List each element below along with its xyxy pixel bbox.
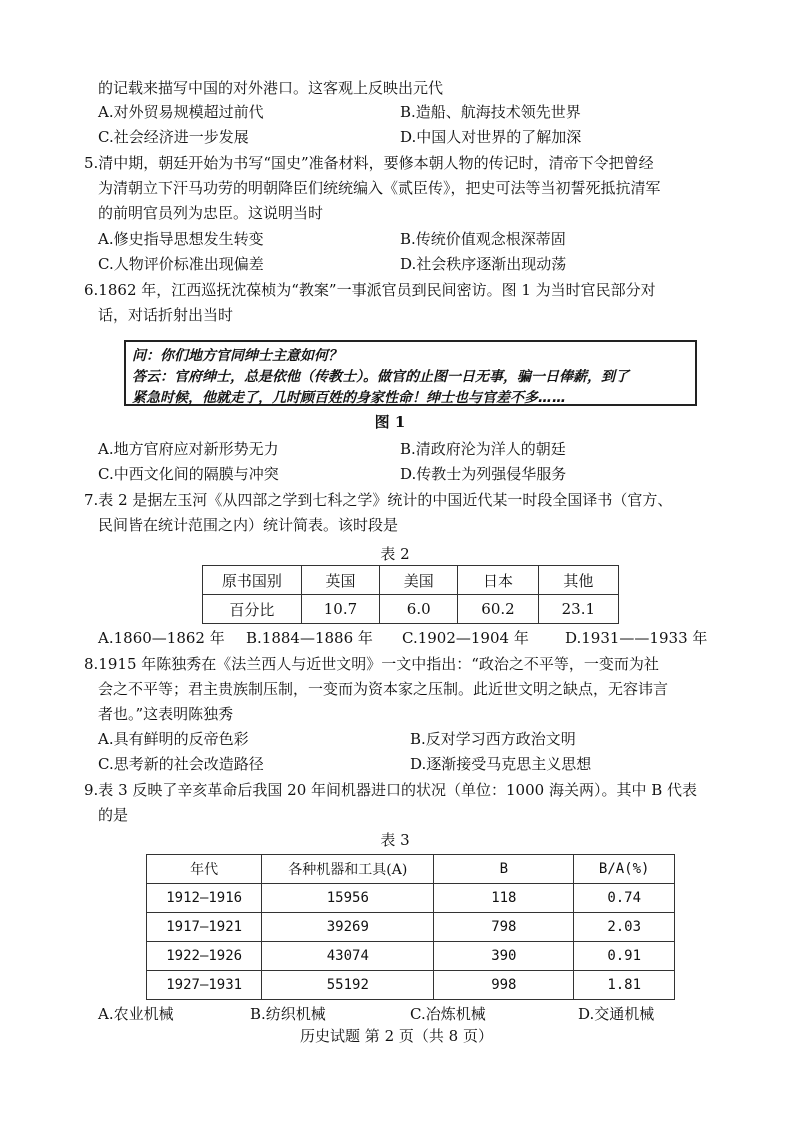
q8-stem-line-1: 8.1915 年陈独秀在《法兰西人与近世文明》一文中指出：“政治之不平等，一变而为社 [84,655,659,673]
table-header-cell: 原书国别 [203,566,302,595]
table-header-row [147,855,675,884]
table3-caption: 表 3 [380,831,410,849]
table-row [147,971,675,1000]
dialogue-figure [124,340,697,406]
table-cell: 10.7 [301,595,379,624]
dialogue-question: 问：你们地方官同绅士主意如何？ [132,348,342,364]
q5-option-c[interactable]: C.人物评价标准出现偏差 [98,255,264,273]
q7-stem-line-1: 7.表 2 是据左玉河《从四部之学到七科之学》统计的中国近代某一时段全国译书（官方、 [84,491,673,509]
table-cell: 1922—1926 [147,942,262,971]
table-row [147,913,675,942]
q6-option-b[interactable]: B.清政府沦为洋人的朝廷 [400,440,566,458]
table-header-cell: 日本 [458,566,538,595]
table-header-cell: 年代 [147,855,262,884]
q9-option-c[interactable]: C.冶炼机械 [410,1005,486,1023]
q5-option-d[interactable]: D.社会秩序逐渐出现动荡 [400,255,567,273]
q6-option-c[interactable]: C.中西文化间的隔膜与冲突 [98,465,279,483]
table-cell: 55192 [262,971,434,1000]
table-cell: 118 [434,884,574,913]
q5-stem-line-2: 为清朝立下汗马功劳的明朝降臣们统统编入《贰臣传》，把史可法等当初誓死抵抗清军 [98,179,661,197]
q7-stem-line-2: 民间皆在统计范围之内）统计简表。该时段是 [98,516,399,534]
q4-option-d[interactable]: D.中国人对世界的了解加深 [400,128,582,146]
q9-option-d[interactable]: D.交通机械 [578,1005,655,1023]
table-row [147,884,675,913]
q7-option-b[interactable]: B.1884—1886 年 [246,629,373,647]
q9-option-a[interactable]: A.农业机械 [98,1005,174,1023]
table-3 [146,854,675,1000]
table-cell: 0.74 [574,884,675,913]
dialogue-answer-line-2: 紧急时候，他就走了，几时顾百姓的身家性命！绅士也与官差不多…… [132,390,566,406]
table-2 [202,565,619,624]
table-row [147,942,675,971]
table-header-cell: B [434,855,574,884]
q6-option-a[interactable]: A.地方官府应对新形势无力 [98,440,279,458]
q5-option-a[interactable]: A.修史指导思想发生转变 [98,230,264,248]
table-header-cell: 各种机器和工具(A) [262,855,434,884]
page-footer: 历史试题 第 2 页（共 8 页） [300,1027,493,1045]
table-cell: 43074 [262,942,434,971]
table-cell: 798 [434,913,574,942]
dialogue-answer-line-1: 答云：官府绅士，总是依他（传教士）。做官的止图一日无事，骗一日俸薪，到了 [132,369,629,385]
q5-option-b[interactable]: B.传统价值观念根深蒂固 [400,230,566,248]
table-header-cell: B/A(%) [574,855,675,884]
table-cell: 2.03 [574,913,675,942]
q8-stem-line-2: 会之不平等；君主贵族制压制，一变而为资本家之压制。此近世文明之缺点，无容讳言 [98,680,669,698]
q4-stem-tail: 的记载来描写中国的对外港口。这客观上反映出元代 [98,79,444,97]
q9-stem-line-2: 的是 [98,806,129,824]
table-header-cell: 其他 [538,566,618,595]
q7-option-d[interactable]: D.1931——1933 年 [565,629,708,647]
q9-stem-line-1: 9.表 3 反映了辛亥革命后我国 20 年间机器进口的状况（单位：1000 海关两）。其中 B 代表 [84,781,698,799]
table-cell: 1927—1931 [147,971,262,1000]
q7-option-c[interactable]: C.1902—1904 年 [402,629,529,647]
q5-stem-line-3: 的前明官员列为忠臣。这说明当时 [98,204,324,222]
table-header-cell: 英国 [301,566,379,595]
table-header-cell: 美国 [380,566,458,595]
q5-stem-line-1: 5.清中期，朝廷开始为书写“国史”准备材料，要修本朝人物的传记时，清帝下令把曾经 [84,154,654,172]
table2-caption: 表 2 [380,545,410,563]
table-cell: 1.81 [574,971,675,1000]
table-cell: 23.1 [538,595,618,624]
table-cell: 39269 [262,913,434,942]
q6-option-d[interactable]: D.传教士为列强侵华服务 [400,465,567,483]
table-row [203,595,619,624]
q8-option-d[interactable]: D.逐渐接受马克思主义思想 [410,755,592,773]
q6-stem-line-2: 话，对话折射出当时 [98,306,234,324]
q8-option-c[interactable]: C.思考新的社会改造路径 [98,755,264,773]
table-cell: 998 [434,971,574,1000]
table-cell: 百分比 [203,595,302,624]
table-cell: 390 [434,942,574,971]
q4-option-a[interactable]: A.对外贸易规模超过前代 [98,103,264,121]
q6-stem-line-1: 6.1862 年，江西巡抚沈葆桢为“教案”一事派官员到民间密访。图 1 为当时官民部分对 [84,281,656,299]
table-cell: 1912—1916 [147,884,262,913]
table-cell: 15956 [262,884,434,913]
q8-stem-line-3: 者也。”这表明陈独秀 [98,705,234,723]
q9-option-b[interactable]: B.纺织机械 [250,1005,326,1023]
table-cell: 1917—1921 [147,913,262,942]
figure-caption: 图 1 [374,413,406,431]
q8-option-b[interactable]: B.反对学习西方政治文明 [410,730,576,748]
q4-option-b[interactable]: B.造船、航海技术领先世界 [400,103,581,121]
q8-option-a[interactable]: A.具有鲜明的反帝色彩 [98,730,249,748]
q7-option-a[interactable]: A.1860—1862 年 [98,629,225,647]
table-header-row [203,566,619,595]
table-cell: 0.91 [574,942,675,971]
table-cell: 60.2 [458,595,538,624]
table-cell: 6.0 [380,595,458,624]
q4-option-c[interactable]: C.社会经济进一步发展 [98,128,249,146]
